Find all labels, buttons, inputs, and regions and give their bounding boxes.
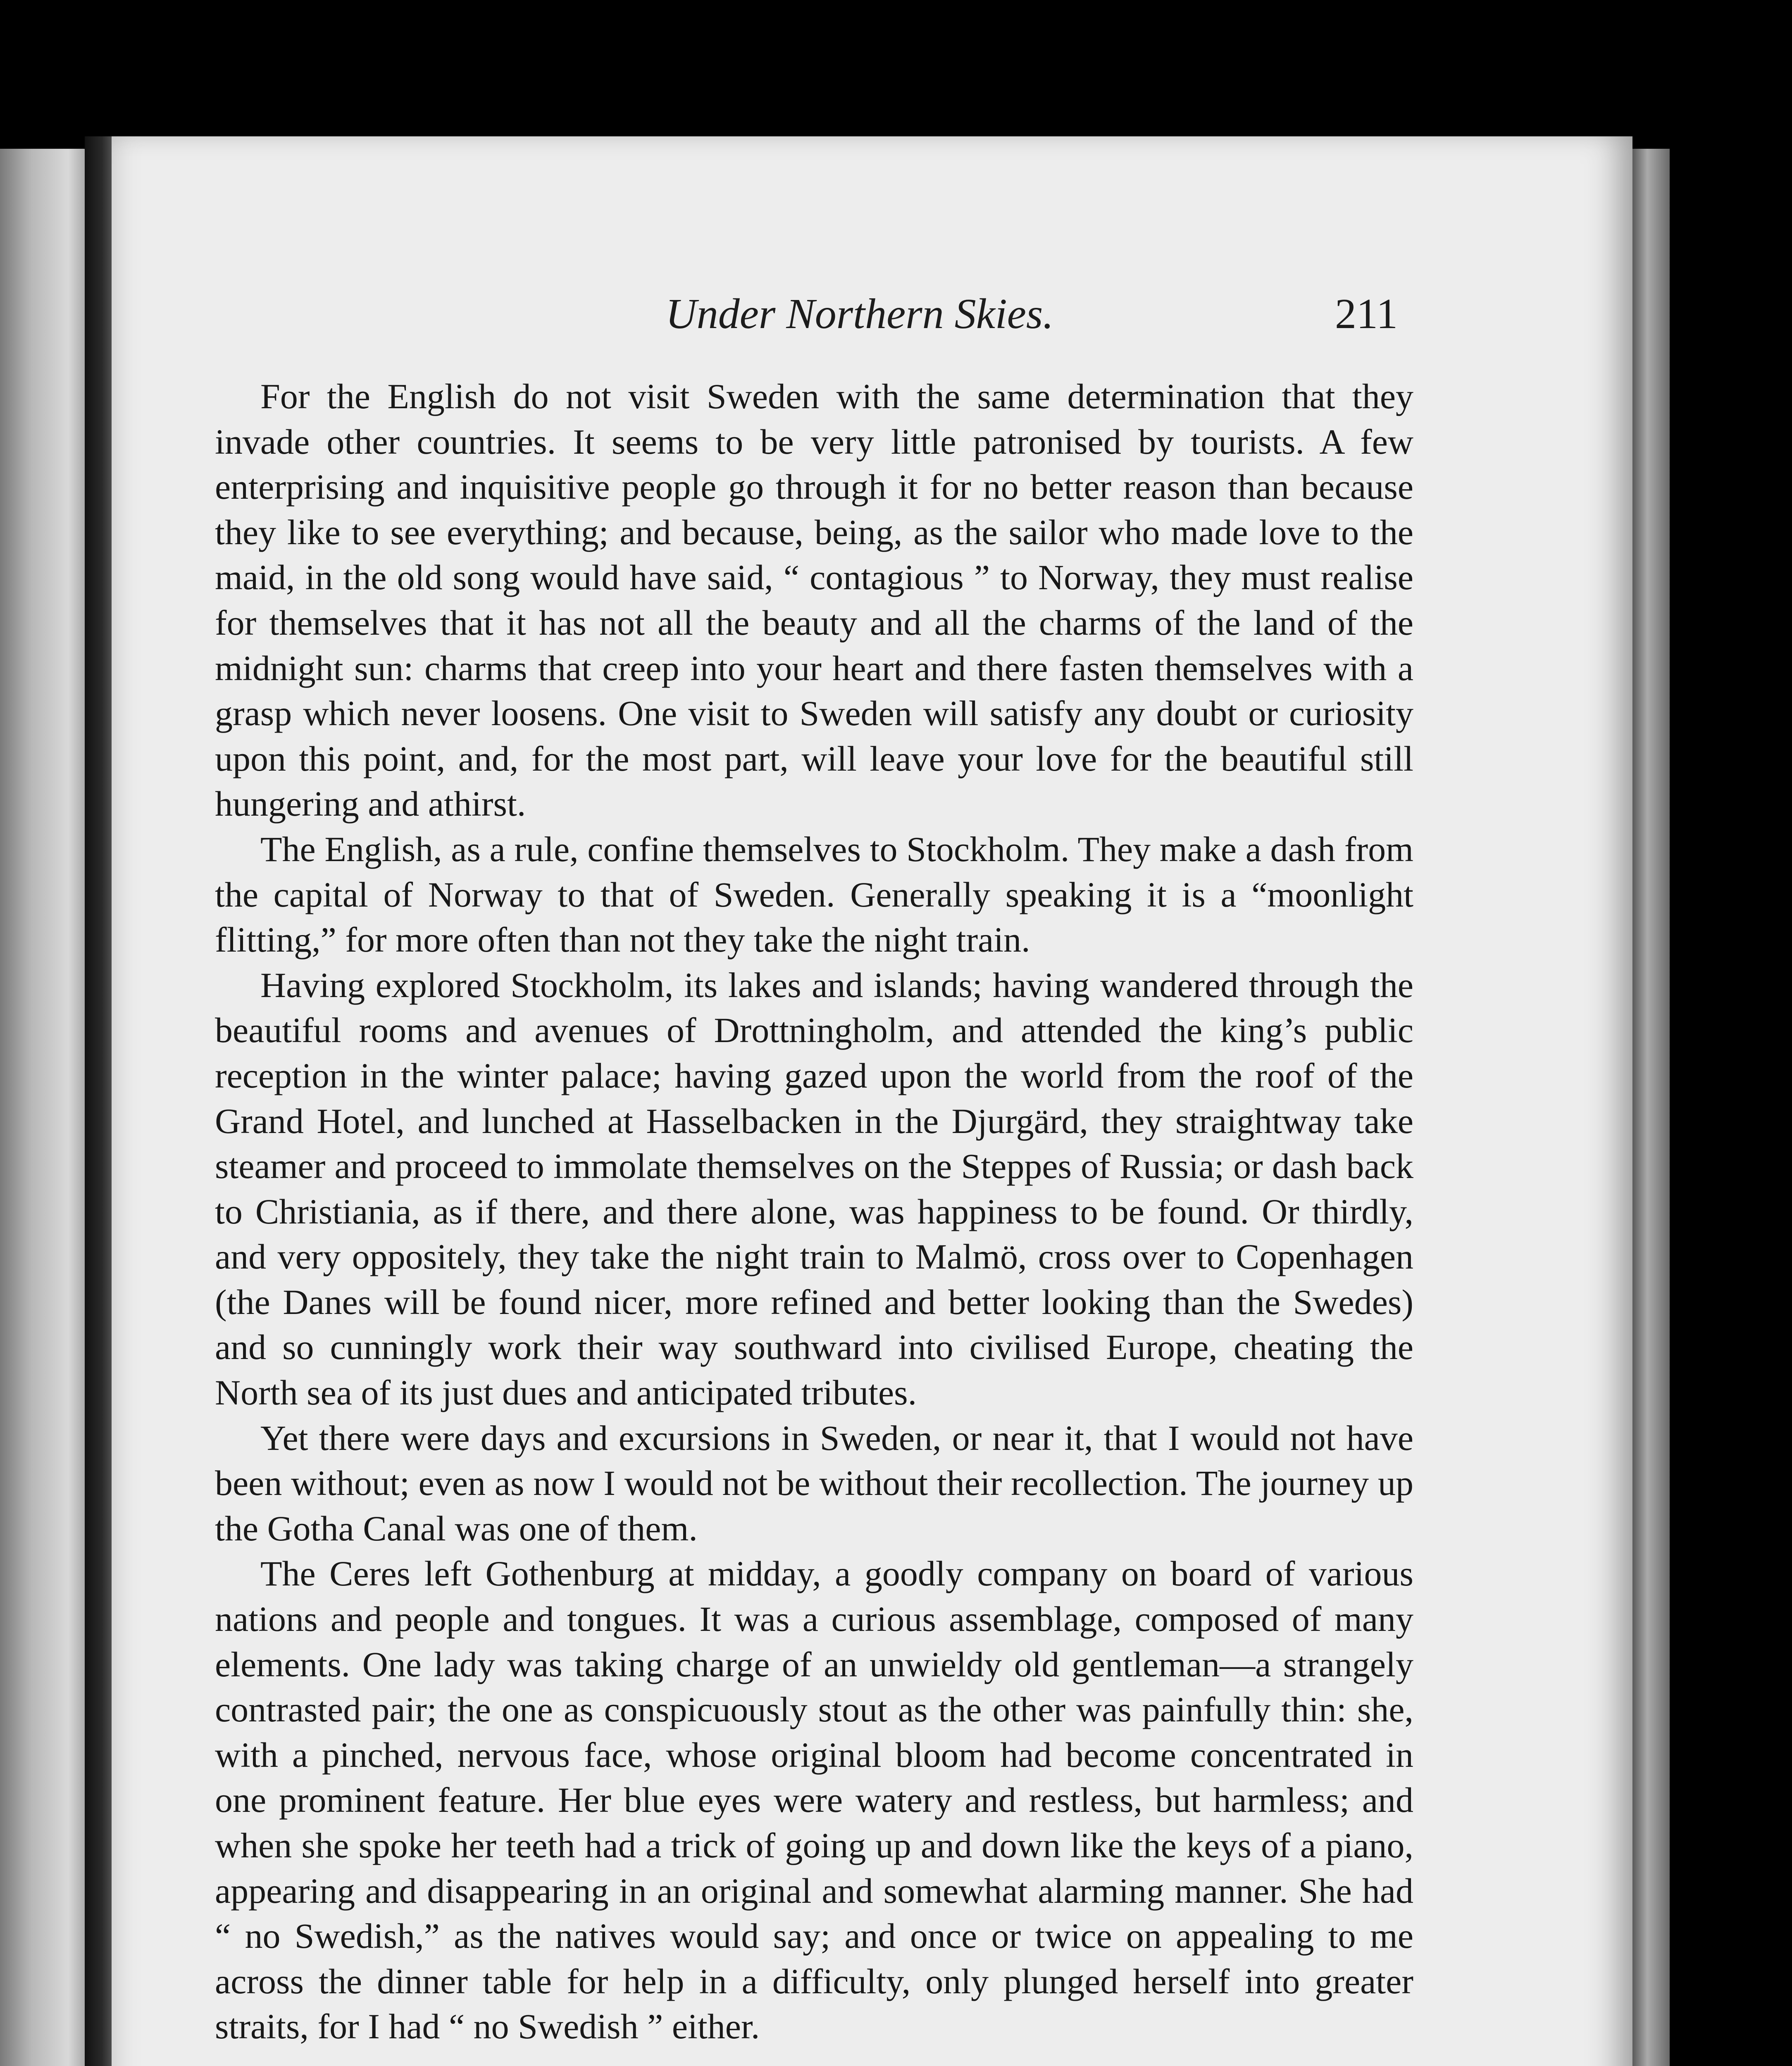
paragraph-5: The Ceres left Gothenburg at midday, a goodly company on board of various nations and people and tongues. It was a curious assemblage, composed of many elements. One lady was taking charge of an unwieldy old gentleman—a strangely contrasted pair; the one as conspicuously stout as the other was painfully thin: she, with a pinched, nervous face, whose original bloom had become concentrated in one prominent feature. Her blue eyes were watery and restless, but harmless; and when she spoke her teeth had a trick of going up and down like the keys of a piano, appearing and disappearing in an original and somewhat alarming manner. She had “ no Swedish,” as the natives would say; and once or twice on appealing to me across the dinner table for help in a difficulty, only plunged herself into greater straits, for I had “ no Swedish ” either. — [215, 1554, 1413, 2047]
page-stack-edge — [1632, 149, 1670, 2066]
paragraph-3: Having explored Stockholm, its lakes and islands; having wandered through the beautiful rooms and avenues of Drottningholm, and attended the king’s public reception in the winter palace; having gazed upon the world from the roof of the Grand Hotel, and lunched at Hasselbacken in the Djurgärd, they straightway take steamer and proceed to immolate themselves on the Steppes of Russia; or dash back to Christiania, as if there, and there alone, was happiness to be found. Or thirdly, and very oppositely, they take the night train to Malmö, cross over to Copenhagen (the Danes will be found nicer, more refined and better looking than the Swedes) and so cunningly work their way southward into civilised Europe, cheating the North sea of its just dues and anticipated tributes. — [215, 965, 1413, 1413]
page-number: 211 — [1335, 290, 1398, 338]
paragraph-4: Yet there were days and excursions in Sweden, or near it, that I would not have been without; even as now I would not be without their recollection. The journey up the Gotha Canal was one of them. — [215, 1418, 1413, 1548]
paragraph-2: The English, as a rule, confine themselves to Stockholm. They make a dash from the capital of Norway to that of Sweden. Generally speaking it is a “moonlight flitting,” for more often than not they take the night train. — [215, 829, 1413, 960]
body-text — [215, 374, 1413, 2049]
gutter-shadow — [85, 136, 114, 2066]
running-title: Under Northern Skies. — [665, 290, 1054, 338]
paragraph-1: For the English do not visit Sweden with the same determination that they invade other countries. It seems to be very little patronised by tourists. A few enterprising and inquisitive people go through it for no better reason than because they like to see everything; and because, being, as the sailor who made love to the maid, in the old song would have said, “ contagious ” to Norway, they must realise for themselves that it has not all the beauty and all the charms of the land of the midnight sun: charms that creep into your heart and there fasten themselves with a grasp which never loosens. One visit to Sweden will satisfy any doubt or curiosity upon this point, and, for the most part, will leave your love for the beautiful still hungering and athirst. — [215, 376, 1413, 824]
previous-page-edge — [0, 149, 91, 2066]
